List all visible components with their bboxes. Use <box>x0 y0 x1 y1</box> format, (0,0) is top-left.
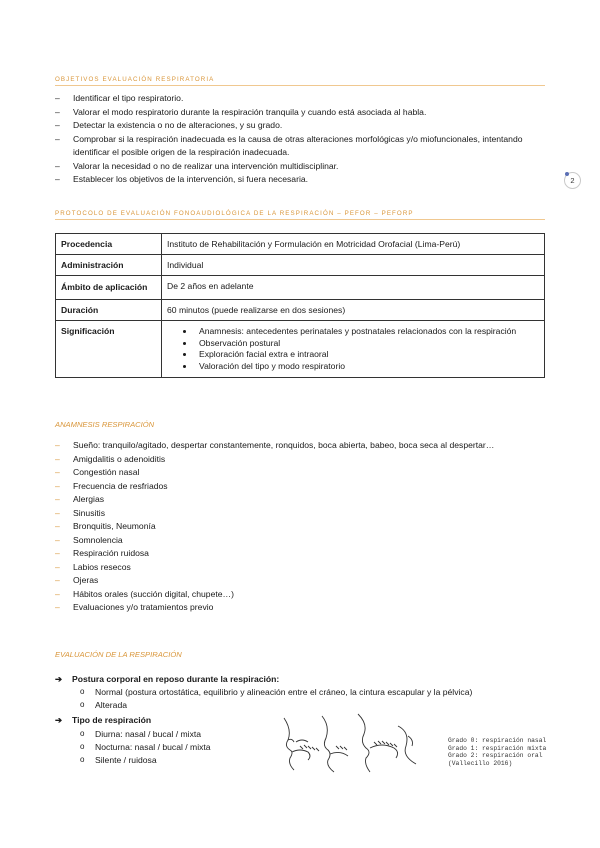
tipo-label: Tipo de respiración <box>72 715 152 725</box>
page-number: 2 <box>564 172 581 189</box>
protocolo-table <box>55 233 545 378</box>
tipo-list <box>80 728 280 768</box>
table-key: Duración <box>56 300 162 321</box>
anamnesis-list <box>55 439 545 615</box>
table-value: Individual <box>162 255 545 276</box>
protocolo-heading: PROTOCOLO DE EVALUACIÓN FONOAUDIOLÓGICA DE LA RESPIRACIÓN – PEFOR – PEFORP <box>55 210 545 220</box>
respiration-sketch-image <box>278 712 426 774</box>
table-value: Instituto de Rehabilitación y Formulación en Motricidad Orofacial (Lima-Perú) <box>162 234 545 255</box>
list-item: – Amigdalitis o adenoiditis <box>55 453 545 467</box>
list-item: – Somnolencia <box>55 534 545 548</box>
list-item: • Observación postural <box>195 338 539 350</box>
list-item: – Identificar el tipo respiratorio. <box>55 92 545 106</box>
list-item: – Valorar el modo respiratorio durante la respiración tranquila y cuando está asociada al habla. <box>55 106 545 120</box>
page-marker-dot <box>565 172 569 176</box>
table-key: Ámbito de aplicación <box>56 276 162 300</box>
significacion-list <box>167 326 539 372</box>
list-item: – Ojeras <box>55 574 545 588</box>
list-item: – Sinusitis <box>55 507 545 521</box>
caption-line: Grado 2: respiración oral <box>448 752 543 760</box>
table-key: Administración <box>56 255 162 276</box>
list-item: – Comprobar si la respiración inadecuada es la causa de otras alteraciones morfológicas y/o miofuncionales, intentando identificar el posible origen de la respiración inadecuada. <box>55 133 545 160</box>
list-item: • Anamnesis: antecedentes perinatales y postnatales relacionados con la respiración <box>195 326 539 338</box>
list-item: o Nocturna: nasal / bucal / mixta <box>80 741 280 754</box>
list-item: o Alterada <box>80 699 545 712</box>
list-item: o Diurna: nasal / bucal / mixta <box>80 728 280 741</box>
list-item: o Normal (postura ortostática, equilibrio y alineación entre el cráneo, la cintura escapular y la pélvica) <box>80 686 545 699</box>
caption-line: Grado 1: respiración mixta <box>448 744 547 752</box>
list-item: • Exploración facial extra e intraoral <box>195 349 539 361</box>
table-row <box>56 276 545 300</box>
table-row <box>56 300 545 321</box>
list-item: – Frecuencia de resfriados <box>55 480 545 494</box>
objetivos-list <box>55 92 545 187</box>
list-item: – Congestión nasal <box>55 466 545 480</box>
caption-line: (Vallecillo 2016) <box>448 759 513 767</box>
list-item: • Valoración del tipo y modo respiratorio <box>195 361 539 373</box>
table-row <box>56 255 545 276</box>
list-item: – Detectar la existencia o no de alteraciones, y su grado. <box>55 119 545 133</box>
objetivos-heading: OBJETIVOS EVALUACIÓN RESPIRATORIA <box>55 76 545 86</box>
table-key: Significación <box>56 321 162 378</box>
list-item: – Evaluaciones y/o tratamientos previo <box>55 601 545 615</box>
arrow-right-icon: ➔ <box>55 674 63 684</box>
table-row <box>56 234 545 255</box>
table-value: De 2 años en adelante <box>162 276 545 300</box>
anamnesis-heading: ANAMNESIS RESPIRACIÓN <box>55 420 155 429</box>
arrow-right-icon: ➔ <box>55 715 63 725</box>
table-key: Procedencia <box>56 234 162 255</box>
postura-list <box>80 686 545 712</box>
list-item: – Sueño: tranquilo/agitado, despertar constantemente, ronquidos, boca abierta, babeo, boca seca al despertar… <box>55 439 545 453</box>
tipo-item <box>55 714 151 727</box>
evaluacion-heading: EVALUACIÓN DE LA RESPIRACIÓN <box>55 650 182 659</box>
list-item: – Labios resecos <box>55 561 545 575</box>
list-item: – Hábitos orales (succión digital, chupete…) <box>55 588 545 602</box>
list-item: – Establecer los objetivos de la intervención, si fuera necesaria. <box>55 173 545 187</box>
list-item: – Alergias <box>55 493 545 507</box>
caption-line: Grado 0: respiración nasal <box>448 737 547 744</box>
table-row <box>56 321 545 378</box>
postura-label: Postura corporal en reposo durante la respiración: <box>72 674 280 684</box>
list-item: – Bronquitis, Neumonía <box>55 520 545 534</box>
postura-item <box>55 673 279 686</box>
table-value <box>162 321 545 378</box>
list-item: o Silente / ruidosa <box>80 754 280 767</box>
figure-caption <box>448 737 546 767</box>
list-item: – Respiración ruidosa <box>55 547 545 561</box>
table-value: 60 minutos (puede realizarse en dos sesiones) <box>162 300 545 321</box>
list-item: – Valorar la necesidad o no de realizar una intervención multidisciplinar. <box>55 160 545 174</box>
